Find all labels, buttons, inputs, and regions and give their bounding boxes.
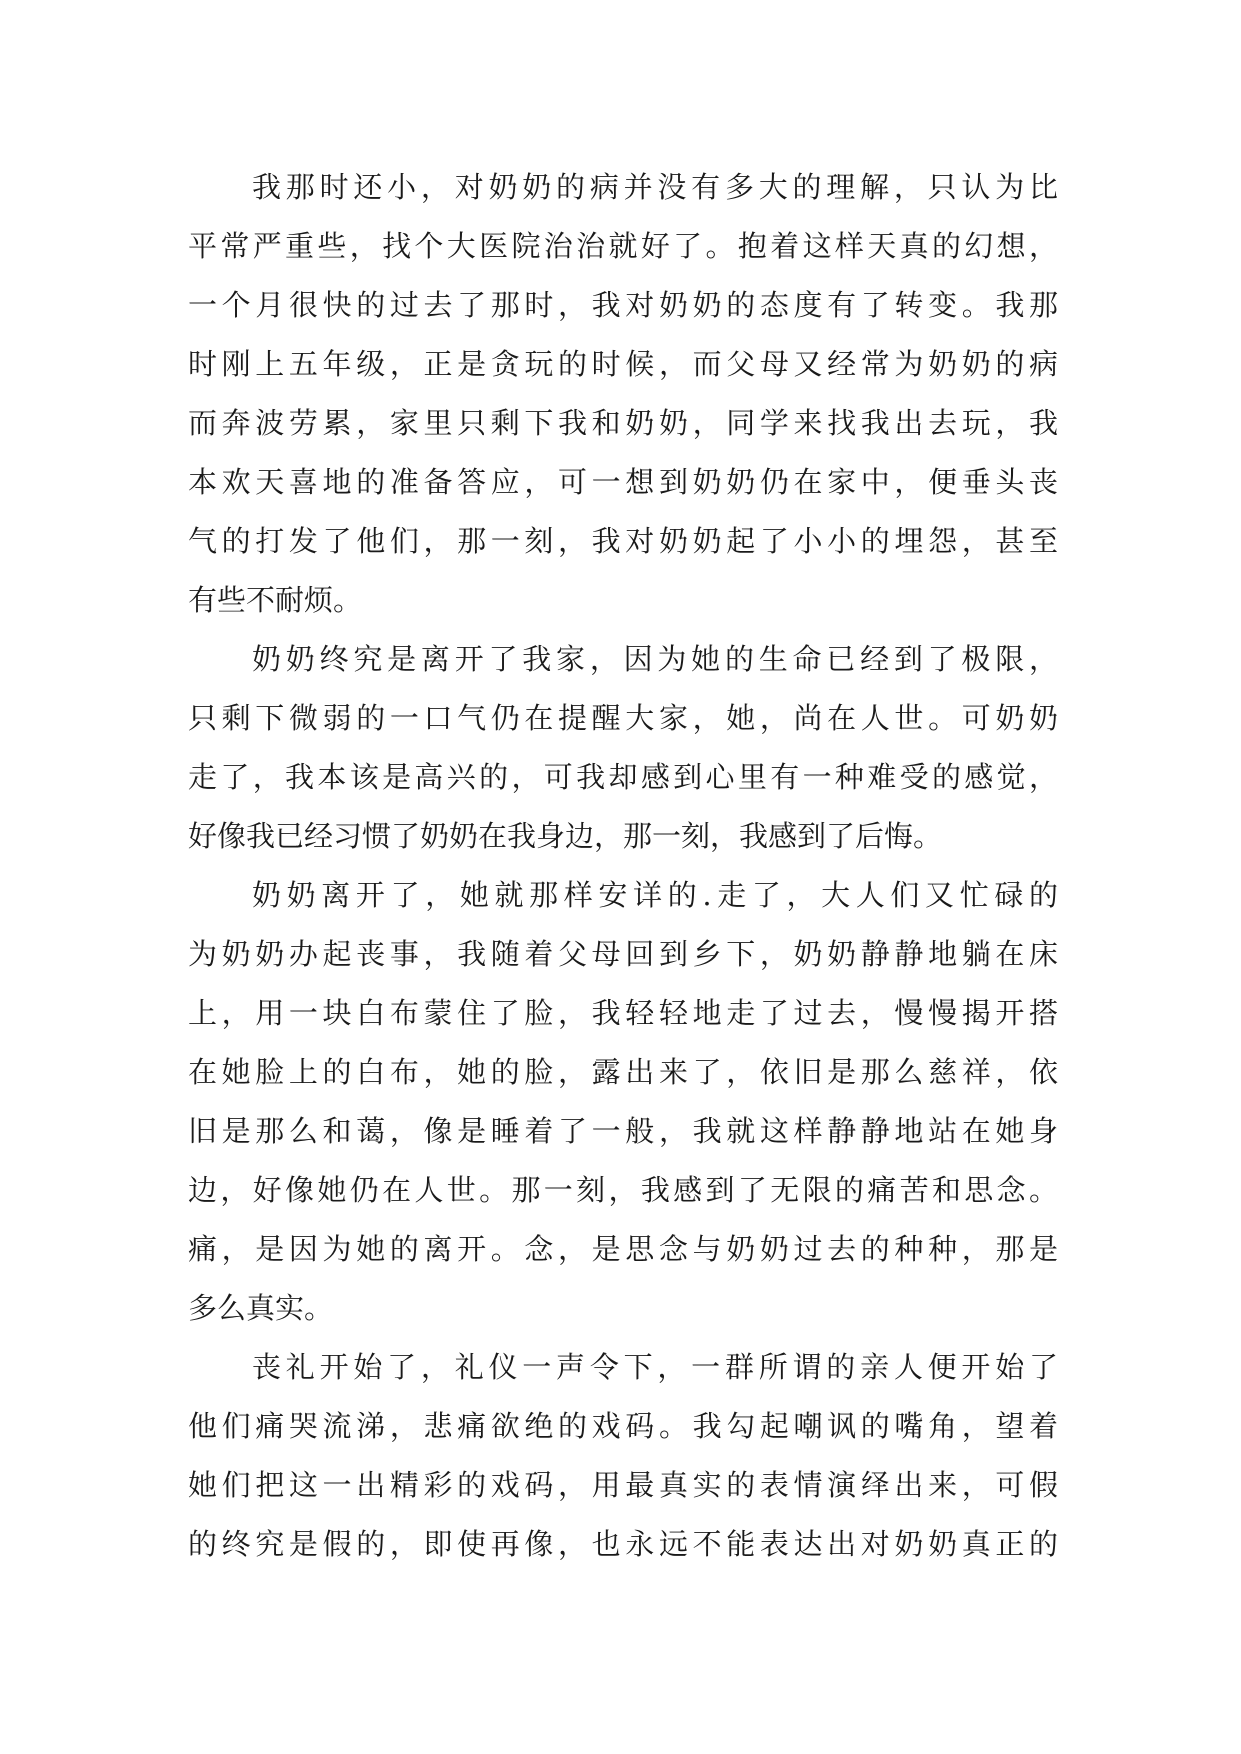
text-line: 为奶奶办起丧事，我随着父母回到乡下，奶奶静静地躺在床 [188, 937, 1058, 971]
text-line: 气的打发了他们，那一刻，我对奶奶起了小小的埋怨，甚至 [188, 524, 1058, 558]
text-line: 好像我已经习惯了奶奶在我身边，那一刻，我感到了后悔。 [188, 819, 943, 853]
text-line: 一个月很快的过去了那时，我对奶奶的态度有了转变。我那 [188, 288, 1058, 322]
text-line: 奶奶终究是离开了我家，因为她的生命已经到了极限， [252, 642, 1058, 676]
text-line: 痛，是因为她的离开。念，是思念与奶奶过去的种种，那是 [188, 1232, 1058, 1266]
text-line: 旧是那么和蔼，像是睡着了一般，我就这样静静地站在她身 [188, 1114, 1058, 1148]
text-line: 的终究是假的，即使再像，也永远不能表达出对奶奶真正的 [188, 1527, 1058, 1561]
text-line: 奶奶离开了，她就那样安详的.走了，大人们又忙碌的 [252, 878, 1058, 912]
text-line: 我那时还小，对奶奶的病并没有多大的理解，只认为比 [252, 170, 1058, 204]
text-line: 丧礼开始了，礼仪一声令下，一群所谓的亲人便开始了 [252, 1350, 1058, 1384]
text-line: 在她脸上的白布，她的脸，露出来了，依旧是那么慈祥，依 [188, 1055, 1058, 1089]
text-line: 平常严重些，找个大医院治治就好了。抱着这样天真的幻想， [188, 229, 1058, 263]
text-line: 她们把这一出精彩的戏码，用最真实的表情演绎出来，可假 [188, 1468, 1058, 1502]
text-line: 本欢天喜地的准备答应，可一想到奶奶仍在家中，便垂头丧 [188, 465, 1058, 499]
text-line: 而奔波劳累，家里只剩下我和奶奶，同学来找我出去玩，我 [188, 406, 1058, 440]
text-line: 有些不耐烦。 [188, 583, 363, 617]
body-text [188, 158, 1058, 1574]
text-line: 多么真实。 [188, 1291, 334, 1325]
text-line: 时刚上五年级，正是贪玩的时候，而父母又经常为奶奶的病 [188, 347, 1058, 381]
text-line: 走了，我本该是高兴的，可我却感到心里有一种难受的感觉， [188, 760, 1058, 794]
text-line: 只剩下微弱的一口气仍在提醒大家，她，尚在人世。可奶奶 [188, 701, 1058, 735]
text-line: 上，用一块白布蒙住了脸，我轻轻地走了过去，慢慢揭开搭 [188, 996, 1058, 1030]
text-line: 他们痛哭流涕，悲痛欲绝的戏码。我勾起嘲讽的嘴角，望着 [188, 1409, 1058, 1443]
text-line: 边，好像她仍在人世。那一刻，我感到了无限的痛苦和思念。 [188, 1173, 1058, 1207]
